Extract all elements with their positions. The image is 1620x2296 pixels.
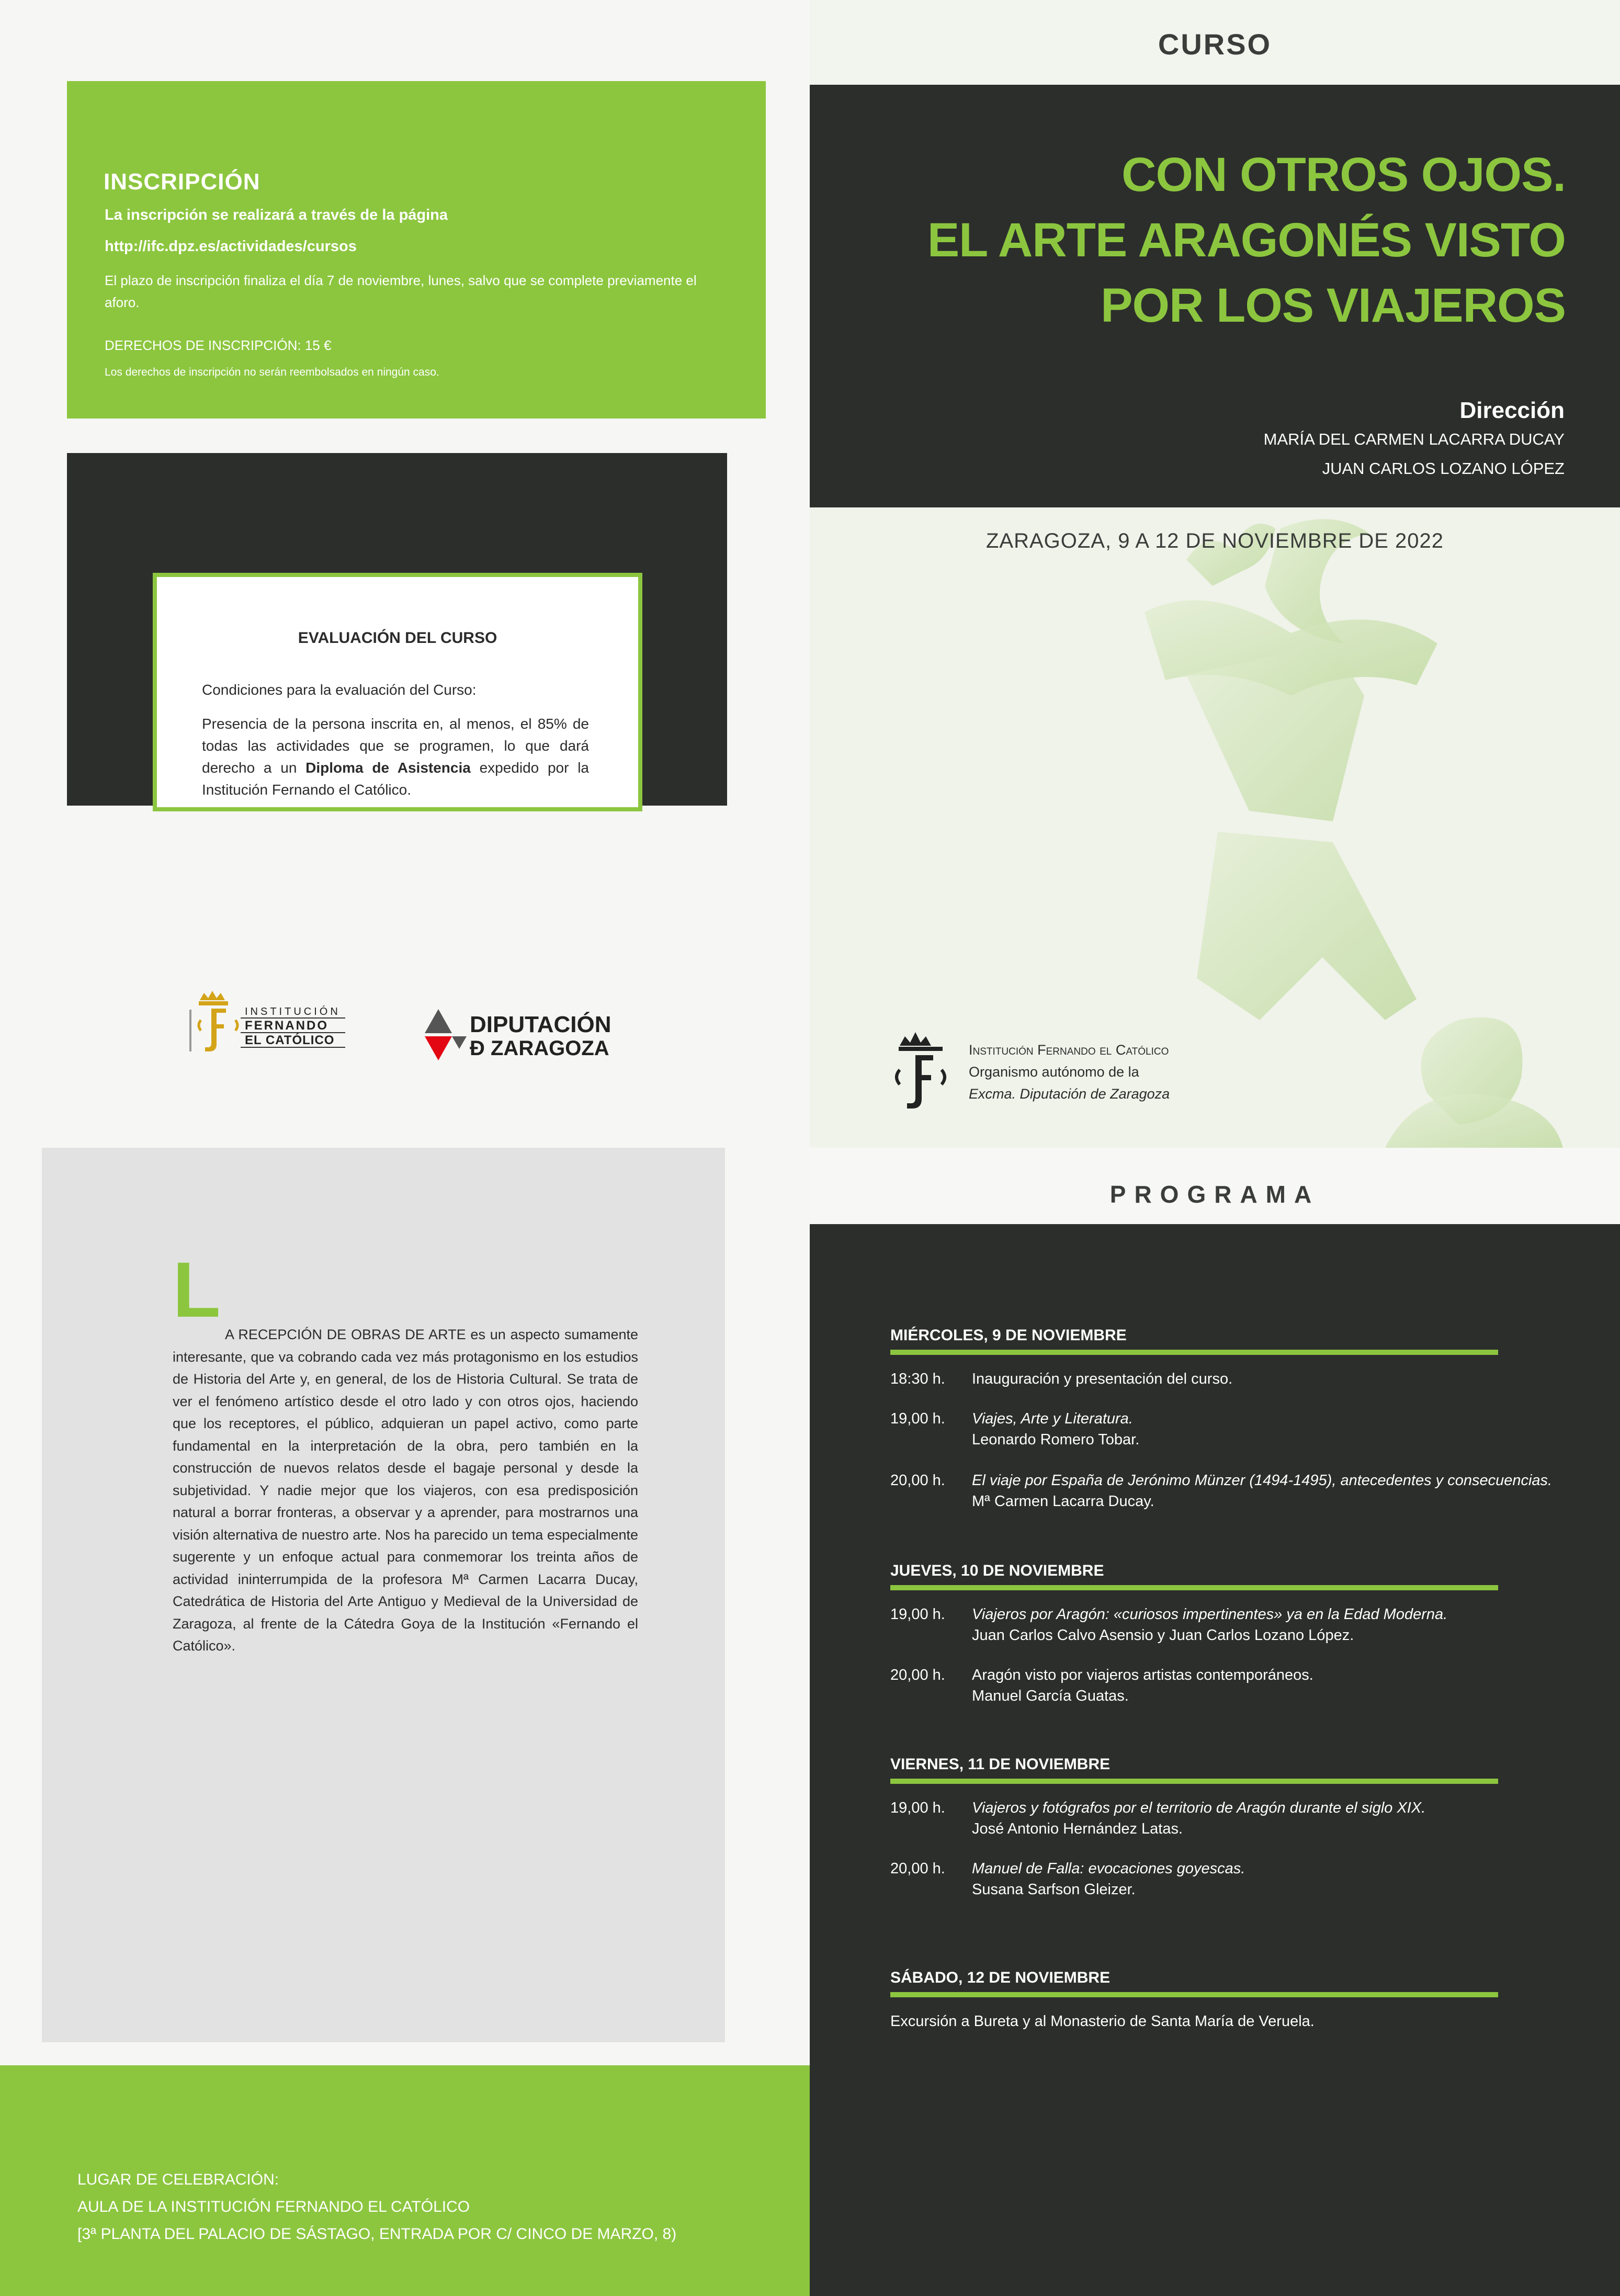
ifc-logo-l1: INSTITUCIÓN — [245, 1006, 341, 1017]
curso-label: CURSO — [1158, 28, 1272, 61]
intro-text — [173, 1324, 638, 1657]
session-speaker: Susana Sarfson Gleizer. — [972, 1881, 1136, 1898]
day-divider — [890, 1992, 1498, 1997]
director-2: JUAN CARLOS LOZANO LÓPEZ — [1322, 459, 1565, 478]
org-name: Institución Fernando el Católico — [969, 1042, 1169, 1058]
session-time: 20,00 h. — [890, 1667, 945, 1683]
session-title: Viajeros por Aragón: «curiosos impertinentes» ya en la Edad Moderna. — [972, 1606, 1448, 1623]
day-divider — [890, 1585, 1498, 1590]
org-line-3: Excma. Diputación de Zaragoza — [969, 1086, 1170, 1102]
day-heading: VIERNES, 11 DE NOVIEMBRE — [890, 1756, 1111, 1773]
direccion-label: Dirección — [1459, 398, 1565, 423]
session-title: Manuel de Falla: evocaciones goyescas. — [972, 1860, 1245, 1877]
dpz-logo — [423, 1007, 621, 1065]
lugar-aula: AULA DE LA INSTITUCIÓN FERNANDO EL CATÓLICO — [77, 2198, 470, 2215]
ifc-logo-l3: EL CATÓLICO — [245, 1033, 335, 1047]
ifc-logo — [189, 989, 346, 1067]
session-time: 19,00 h. — [890, 1606, 945, 1623]
day-divider — [890, 1779, 1498, 1784]
inscripcion-nota: Los derechos de inscripción no serán reembolsados en ningún caso. — [105, 366, 439, 378]
evaluacion-box — [153, 573, 642, 811]
inscripcion-line: La inscripción se realizará a través de la página — [105, 207, 448, 223]
inscripcion-box — [67, 81, 766, 419]
ifc-logo-l2: FERNANDO — [245, 1019, 328, 1033]
org-line-2: Organismo autónomo de la — [969, 1064, 1139, 1080]
evaluacion-texto-c: expedido por la Institución Fernando el Católico. — [202, 760, 589, 798]
session-title: Viajes, Arte y Literatura. — [972, 1410, 1133, 1427]
drop-cap: L — [173, 1246, 221, 1333]
ifc-emblem-icon — [889, 1028, 952, 1117]
ifc-small-emblem — [889, 1028, 952, 1117]
session-speaker: Manuel García Guatas. — [972, 1688, 1129, 1704]
lugar-label: LUGAR DE CELEBRACIÓN: — [77, 2171, 279, 2188]
inscripcion-plazo: El plazo de inscripción finaliza el día 7 de noviembre, lunes, salvo que se complete previamente el aforo. — [105, 273, 697, 310]
title-line-1: CON OTROS OJOS. — [1121, 148, 1566, 201]
evaluacion-condiciones: Condiciones para la evaluación del Curso: — [202, 682, 477, 698]
session-time: 18:30 h. — [890, 1371, 945, 1387]
title-line-3: POR LOS VIAJEROS — [1101, 279, 1566, 332]
director-1: MARÍA DEL CARMEN LACARRA DUCAY — [1263, 430, 1565, 448]
evaluacion-texto — [202, 713, 589, 801]
session-time: 19,00 h. — [890, 1410, 945, 1427]
inscripcion-derechos: DERECHOS DE INSCRIPCIÓN: 15 € — [105, 337, 332, 353]
title-line-2: EL ARTE ARAGONÉS VISTO — [927, 213, 1566, 267]
session-speaker: Juan Carlos Calvo Asensio y Juan Carlos Lozano López. — [972, 1627, 1354, 1644]
session-time: 19,00 h. — [890, 1800, 945, 1816]
day-divider — [890, 1350, 1498, 1355]
day-heading: MIÉRCOLES, 9 DE NOVIEMBRE — [890, 1327, 1127, 1344]
programa-title: PROGRAMA — [1109, 1181, 1320, 1208]
dpz-logo-l1: DIPUTACIÓN — [470, 1012, 611, 1037]
session-speaker: Mª Carmen Lacarra Ducay. — [972, 1493, 1154, 1510]
portada-banner — [810, 85, 1620, 507]
evaluacion-texto-a: Presencia de la persona inscrita en, al menos, el 85% de todas las actividades que se programen, lo que dará derecho a un — [202, 716, 589, 776]
day-heading: JUEVES, 10 DE NOVIEMBRE — [890, 1562, 1104, 1579]
programa-panel — [810, 1224, 1620, 2296]
intro-body: es un aspecto sumamente interesante, que va cobrando cada vez más protagonismo en los estudios de Historia del Arte y, en general, de los de Historia Cultural. Se trata de ver el fenómeno artístico desde el otro lado y con otros ojos, haciendo que los receptores, el público, adquieran un papel activo, como parte fundamental en la interpretación de la obra, pero también en la construcción de nuevos relatos desde el bagaje personal y desde la subjetividad. Y nadie mejor que los viajeros, con esa predisposición natural a borrar fronteras, a observar y a aprender, para mostrarnos una visión alternativa de nuestro arte. Nos ha parecido un tema especialmente sugerente y un enfoque actual para conmemorar los treinta años de actividad ininterrumpida de la profesora Mª Carmen Lacarra Ducay, Catedrática de Historia del Arte Antiguo y Medieval de la Universidad de Zaragoza, al frente de la Cátedra Goya de la Institución «Fernando el Católico». — [173, 1327, 639, 1654]
session-title: El viaje por España de Jerónimo Münzer (1494-1495), antecedentes y consecuencias. — [972, 1472, 1553, 1489]
inscripcion-title: INSCRIPCIÓN — [104, 169, 260, 195]
dpz-triangles-icon — [423, 1007, 621, 1065]
session-title: Viajeros y fotógrafos por el territorio de Aragón durante el siglo XIX. — [972, 1800, 1426, 1816]
evaluacion-title: EVALUACIÓN DEL CURSO — [298, 629, 497, 647]
day-heading: SÁBADO, 12 DE NOVIEMBRE — [890, 1969, 1111, 1986]
session-title: Inauguración y presentación del curso. — [972, 1371, 1233, 1387]
dpz-logo-l2: Ð ZARAGOZA — [470, 1037, 609, 1060]
session-title: Excursión a Bureta y al Monasterio de Santa María de Veruela. — [890, 2013, 1315, 2030]
evaluacion-diploma: Diploma de Asistencia — [305, 760, 471, 776]
session-speaker: Leonardo Romero Tobar. — [972, 1431, 1140, 1448]
lugar-direccion: [3ª PLANTA DEL PALACIO DE SÁSTAGO, ENTRADA POR C/ CINCO DE MARZO, 8) — [77, 2225, 677, 2243]
inscripcion-url[interactable]: http://ifc.dpz.es/actividades/cursos — [105, 238, 357, 255]
session-title: Aragón visto por viajeros artistas contemporáneos. — [972, 1667, 1313, 1683]
session-speaker: José Antonio Hernández Latas. — [972, 1820, 1183, 1837]
ifc-emblem-icon — [189, 989, 346, 1067]
session-time: 20,00 h. — [890, 1860, 945, 1877]
course-date: ZARAGOZA, 9 A 12 DE NOVIEMBRE DE 2022 — [985, 529, 1444, 552]
session-time: 20,00 h. — [890, 1472, 945, 1489]
intro-lead: A RECEPCIÓN DE OBRAS DE ARTE — [225, 1327, 466, 1342]
